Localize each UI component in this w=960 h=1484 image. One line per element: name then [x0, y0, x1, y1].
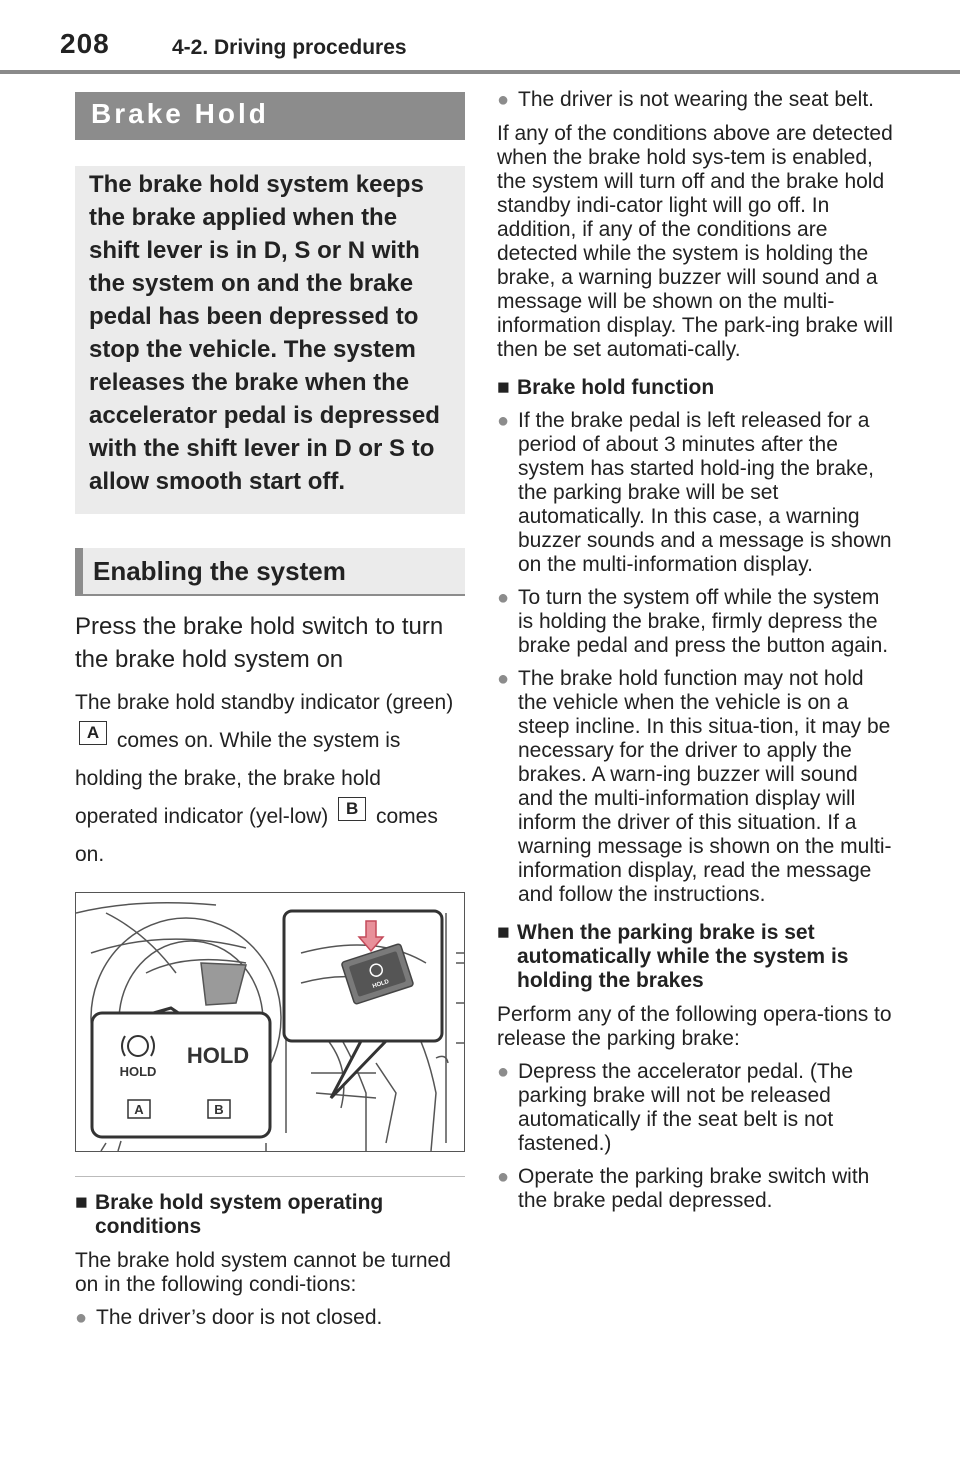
- parking-heading: [497, 921, 897, 993]
- list-item: [497, 88, 897, 112]
- dashboard-figure: [75, 892, 465, 1152]
- function-heading: [497, 376, 897, 400]
- left-column: [75, 92, 465, 1330]
- page-header: [0, 0, 960, 76]
- operating-conditions-intro: The brake hold system cannot be turned on in the following condi-tions:: [75, 1249, 451, 1296]
- bullet-icon: ●: [497, 89, 510, 111]
- figure-rule: [75, 1176, 465, 1177]
- title-banner: Brake Hold: [75, 92, 465, 140]
- square-marker: ■: [497, 376, 510, 399]
- key-a-label: A: [79, 721, 107, 745]
- section-title: 4-2. Driving procedures: [172, 36, 407, 59]
- enabling-body-3: comes on.: [75, 805, 438, 866]
- figure-label-a: A: [134, 1102, 144, 1117]
- list-item: [497, 586, 897, 658]
- list-item-text: The driver is not wearing the seat belt.: [518, 88, 875, 111]
- list-item-text: The driver’s door is not closed.: [96, 1306, 383, 1329]
- parking-intro: Perform any of the following opera-tions to release the parking brake:: [497, 1003, 892, 1050]
- operating-conditions-heading: [75, 1191, 465, 1239]
- right-column: [497, 88, 897, 1213]
- enabling-body-1: The brake hold standby indicator (green): [75, 691, 454, 714]
- list-item: [497, 667, 897, 907]
- heading-bar: [75, 548, 83, 594]
- list-item: [497, 409, 897, 577]
- bullet-icon: ●: [497, 410, 510, 432]
- bullet-icon: ●: [497, 1061, 510, 1083]
- operating-conditions-after: If any of the conditions above are detected when the brake hold sys-tem is enabled, the system will turn off and the brake hold standby indi-cator light will go off. In addition, if any of the conditions are detected while the system is holding the brake, a warning buzzer will sound and a message will be shown on the multi-information display. The park-ing brake will then be set automati-cally.: [497, 122, 894, 361]
- bullet-icon: ●: [75, 1307, 88, 1329]
- operating-conditions-title: Brake hold system operating conditions: [95, 1191, 384, 1238]
- list-item-text: The brake hold function may not hold the vehicle when the vehicle is on a steep incline. In this situa-tion, it may be necessary for the driver to apply the brakes. A warn-ing buzzer will sound and the multi-information display will inform the driver of this situation. If a warning message is shown on the multi-information display, read the message and follow the instructions.: [518, 667, 892, 906]
- enabling-heading: [75, 548, 465, 596]
- enabling-body: [75, 684, 465, 874]
- enabling-lead: Press the brake hold switch to turn the brake hold system on: [75, 613, 444, 673]
- intro-text: The brake hold system keeps the brake applied when the shift lever is in D, S or N with the system on and the brake pedal has been depressed to stop the vehicle. The system releases the brake when the accelerator pedal is depressed with the shift lever in D or S to allow smooth start off.: [89, 171, 440, 495]
- bullet-icon: ●: [497, 668, 510, 690]
- enabling-body-2: comes on. While the system is holding the brake, the brake hold operated indicator (yel-low): [75, 729, 401, 828]
- page-number: 208: [60, 28, 110, 59]
- bullet-icon: ●: [497, 1166, 510, 1188]
- dashboard-illustration: [76, 893, 464, 1151]
- list-item-text: Depress the accelerator pedal. (The parking brake will not be released automatically if the seat belt is not fastened.): [518, 1060, 854, 1155]
- indicator-hold-large: HOLD: [186, 1043, 250, 1068]
- enabling-heading-text: Enabling the system: [93, 555, 346, 586]
- list-item: [497, 1060, 897, 1156]
- intro-box: [75, 166, 465, 514]
- figure-label-b: B: [214, 1102, 224, 1117]
- list-item-text: Operate the parking brake switch with the brake pedal depressed.: [518, 1165, 870, 1212]
- list-item-text: If the brake pedal is left released for a period of about 3 minutes after the system has started hold-ing the brake, the parking brake will be set automatically. In this case, a warning buzzer sounds and a message is shown on the multi-information display.: [518, 409, 892, 576]
- parking-title: When the parking brake is set automatically while the system is holding the brakes: [517, 921, 849, 992]
- square-marker: ■: [75, 1191, 88, 1214]
- list-item-text: To turn the system off while the system is holding the brake, firmly depress the brake pedal and press the button again.: [518, 586, 889, 657]
- square-marker: ■: [497, 921, 510, 944]
- bullet-icon: ●: [497, 587, 510, 609]
- list-item: [497, 1165, 897, 1213]
- header-rule: [0, 70, 960, 74]
- list-item: [75, 1306, 465, 1330]
- function-title: Brake hold function: [517, 376, 715, 399]
- key-b-label: B: [338, 797, 366, 821]
- indicator-hold-small: HOLD: [119, 1064, 157, 1079]
- switch-hold-text: HOLD: [371, 978, 390, 990]
